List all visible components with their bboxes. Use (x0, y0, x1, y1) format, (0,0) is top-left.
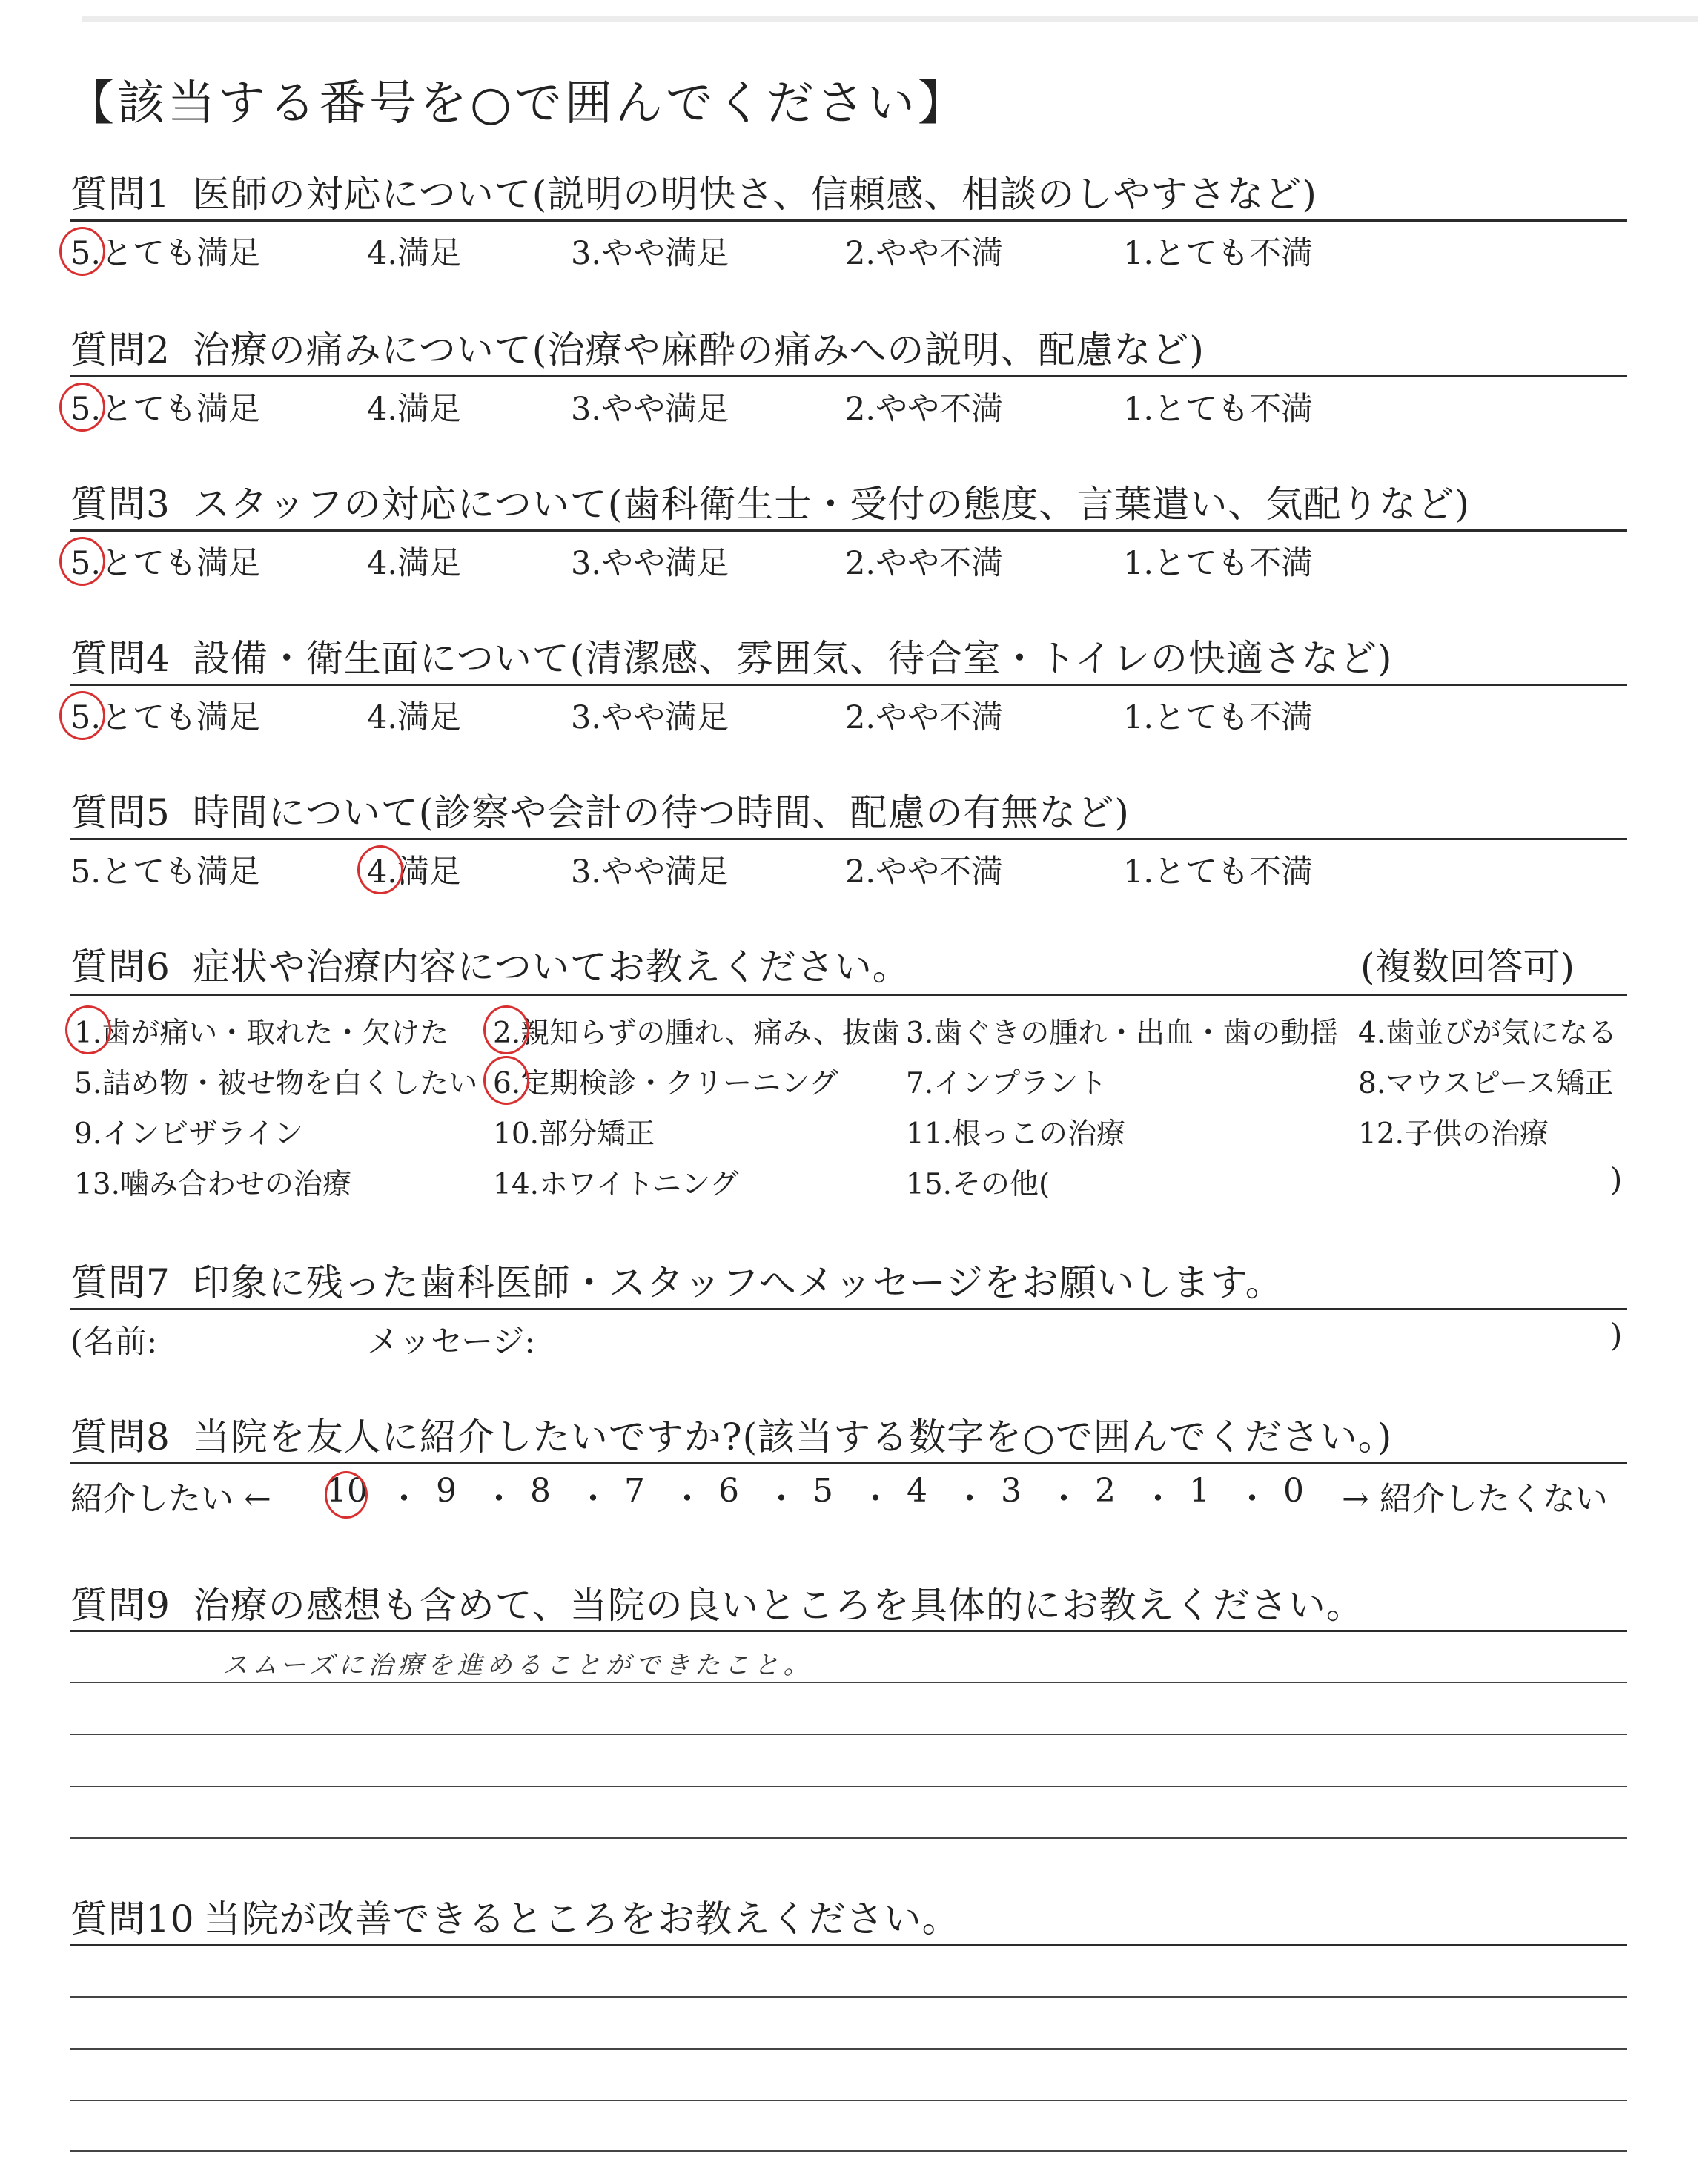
scale-3[interactable]: 3 (1001, 1472, 1022, 1510)
scale-1[interactable]: 1 (1189, 1472, 1210, 1510)
question-6 (70, 937, 910, 991)
answer-line (70, 2100, 1627, 2101)
q6-option-6[interactable]: 6.定期検診・クリーニング (493, 1067, 838, 1100)
scale-separator: ・ (859, 1480, 892, 1518)
divider (70, 1308, 1627, 1310)
scale-0[interactable]: 0 (1283, 1472, 1304, 1510)
scale-separator: ・ (953, 1480, 986, 1518)
q6-option-2[interactable]: 2.親知らずの腫れ、痛み、抜歯 (493, 1017, 900, 1050)
scale-separator: ・ (671, 1480, 704, 1518)
scale-separator: ・ (577, 1480, 609, 1518)
question-text: 当院が改善できるところをお教えください。 (203, 1898, 960, 1941)
q6-option-13[interactable]: 13.噛み合わせの治療 (74, 1168, 352, 1201)
q1-option-5[interactable]: 5.とても満足 (70, 235, 261, 272)
q6-option-12[interactable]: 12.子供の治療 (1358, 1117, 1549, 1151)
question-text: 設備・衛生面について(清潔感、雰囲気、待合室・トイレの快適さなど) (192, 637, 1393, 680)
q1-option-1[interactable]: 1.とても不満 (1123, 235, 1314, 272)
q6-option-10[interactable]: 10.部分矯正 (493, 1117, 655, 1151)
q6-option-15[interactable]: 15.その他( (906, 1168, 1050, 1201)
q6-option-7[interactable]: 7.インプラント (906, 1067, 1108, 1100)
q6-option-5[interactable]: 5.詰め物・被せ物を白くしたい (74, 1067, 478, 1100)
answer-line (70, 1996, 1627, 1998)
question-number: 質問2 (70, 328, 171, 371)
q1-option-2[interactable]: 2.やや不満 (845, 235, 1004, 272)
q6-option-11[interactable]: 11.根っこの治療 (906, 1117, 1126, 1151)
q3-option-5[interactable]: 5.とても満足 (70, 545, 261, 582)
divider (70, 838, 1627, 840)
q4-option-2[interactable]: 2.やや不満 (845, 699, 1004, 736)
question-number: 質問8 (70, 1416, 171, 1459)
question-text: 当院を友人に紹介したいですか?(該当する数字を○で囲んでください。) (192, 1416, 1393, 1459)
q2-option-4[interactable]: 4.満足 (367, 391, 462, 428)
name-label: (名前: (70, 1324, 158, 1361)
answer-line (70, 1734, 1627, 1735)
scale-6[interactable]: 6 (718, 1472, 739, 1510)
question-10 (70, 1889, 960, 1943)
answer-line (70, 1682, 1627, 1683)
q6-option-1[interactable]: 1.歯が痛い・取れた・欠けた (74, 1017, 449, 1050)
question-text: 時間について(診察や会計の待つ時間、配慮の有無など) (192, 791, 1130, 834)
q6-option-3[interactable]: 3.歯ぐきの腫れ・出血・歯の動揺 (906, 1017, 1339, 1050)
divider (70, 529, 1627, 532)
question-text: 治療の感想も含めて、当院の良いところを具体的にお教えください。 (192, 1584, 1364, 1627)
q4-option-5[interactable]: 5.とても満足 (70, 699, 261, 736)
question-8 (70, 1407, 1392, 1461)
q3-option-1[interactable]: 1.とても不満 (1123, 545, 1314, 582)
scale-7[interactable]: 7 (624, 1472, 645, 1510)
q4-option-3[interactable]: 3.やや満足 (571, 699, 729, 736)
q5-option-2[interactable]: 2.やや不満 (845, 853, 1004, 891)
question-text: 医師の対応について(説明の明快さ、信頼感、相談のしやすさなど) (192, 173, 1317, 216)
q2-option-2[interactable]: 2.やや不満 (845, 391, 1004, 428)
scale-4[interactable]: 4 (907, 1472, 927, 1510)
scale-8[interactable]: 8 (530, 1472, 551, 1510)
question-text: 症状や治療内容についてお教えください。 (192, 945, 910, 988)
multiple-answers-note: (複数回答可) (1360, 945, 1575, 988)
scale-separator: ・ (765, 1480, 798, 1518)
scale-separator: ・ (483, 1480, 515, 1518)
divider (70, 1462, 1627, 1464)
scan-edge (82, 16, 1698, 22)
scale-separator: ・ (1142, 1480, 1174, 1518)
question-number: 質問10 (70, 1898, 195, 1941)
form-heading: 【該当する番号を○で囲んでください】 (67, 76, 968, 131)
scale-5[interactable]: 5 (812, 1472, 833, 1510)
q6-option-9[interactable]: 9.インビザライン (74, 1117, 304, 1151)
recommend-left-label: 紹介したい ← (70, 1480, 271, 1518)
q7-close: ) (1610, 1317, 1623, 1353)
q1-option-3[interactable]: 3.やや満足 (571, 235, 729, 272)
recommend-right-label: → 紹介したくない (1342, 1480, 1608, 1518)
q4-option-1[interactable]: 1.とても不満 (1123, 699, 1314, 736)
q5-option-3[interactable]: 3.やや満足 (571, 853, 729, 891)
divider (70, 684, 1627, 686)
divider (70, 219, 1627, 222)
question-number: 質問1 (70, 173, 171, 216)
q3-option-3[interactable]: 3.やや満足 (571, 545, 729, 582)
question-4 (70, 629, 1392, 682)
handwritten-answer: スムーズに治療を進めることができたこと。 (222, 1651, 813, 1680)
q2-option-5[interactable]: 5.とても満足 (70, 391, 261, 428)
answer-line (70, 2150, 1627, 2152)
q6-other-close: ) (1610, 1161, 1623, 1198)
divider (70, 994, 1627, 996)
scale-separator: ・ (1047, 1480, 1080, 1518)
question-text: 印象に残った歯科医師・スタッフへメッセージをお願いします。 (192, 1261, 1283, 1304)
question-5 (70, 783, 1130, 836)
q6-option-8[interactable]: 8.マウスピース矯正 (1358, 1067, 1614, 1100)
scale-10[interactable]: 10 (326, 1472, 368, 1510)
q3-option-2[interactable]: 2.やや不満 (845, 545, 1004, 582)
question-text: 治療の痛みについて(治療や麻酔の痛みへの説明、配慮など) (192, 328, 1205, 371)
question-3 (70, 475, 1470, 528)
q5-option-1[interactable]: 1.とても不満 (1123, 853, 1314, 891)
question-7 (70, 1253, 1283, 1307)
question-number: 質問6 (70, 945, 171, 988)
q4-option-4[interactable]: 4.満足 (367, 699, 462, 736)
divider (70, 1944, 1627, 1946)
q6-option-4[interactable]: 4.歯並びが気になる (1358, 1017, 1618, 1050)
q1-option-4[interactable]: 4.満足 (367, 235, 462, 272)
question-1 (70, 165, 1317, 218)
question-number: 質問9 (70, 1584, 171, 1627)
answer-line (70, 1837, 1627, 1839)
scale-2[interactable]: 2 (1095, 1472, 1116, 1510)
question-number: 質問5 (70, 791, 171, 834)
q3-option-4[interactable]: 4.満足 (367, 545, 462, 582)
question-2 (70, 320, 1205, 374)
divider (70, 1630, 1627, 1632)
divider (70, 375, 1627, 377)
scale-separator: ・ (1236, 1480, 1268, 1518)
scale-separator: ・ (388, 1480, 420, 1518)
q2-option-3[interactable]: 3.やや満足 (571, 391, 729, 428)
question-9 (70, 1576, 1364, 1629)
question-text: スタッフの対応について(歯科衛生士・受付の態度、言葉遣い、気配りなど) (192, 483, 1470, 526)
answer-line (70, 1786, 1627, 1787)
answer-line (70, 2048, 1627, 2050)
question-number: 質問3 (70, 483, 171, 526)
question-number: 質問4 (70, 637, 171, 680)
q6-option-14[interactable]: 14.ホワイトニング (493, 1168, 739, 1201)
q5-option-5[interactable]: 5.とても満足 (70, 853, 261, 891)
q2-option-1[interactable]: 1.とても不満 (1123, 391, 1314, 428)
question-number: 質問7 (70, 1261, 171, 1304)
message-label: メッセージ: (367, 1324, 535, 1361)
q5-option-4[interactable]: 4.満足 (367, 853, 462, 891)
scale-9[interactable]: 9 (436, 1472, 457, 1510)
